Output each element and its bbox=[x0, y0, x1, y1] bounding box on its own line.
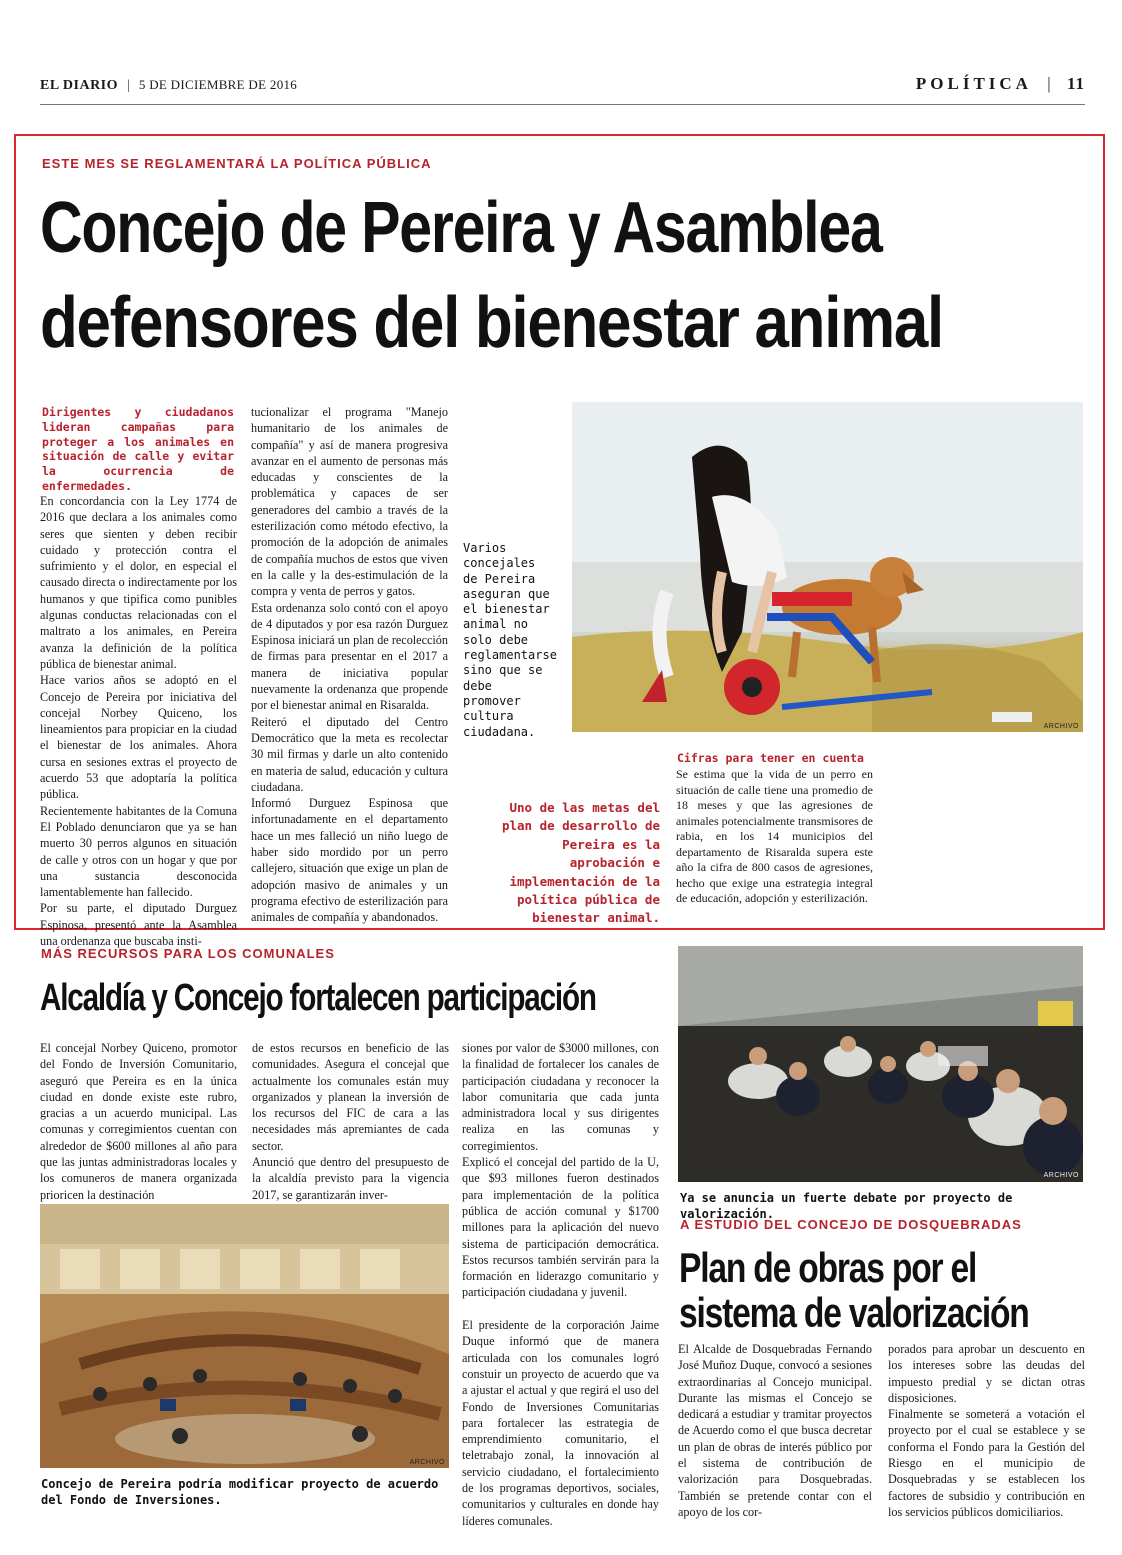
header-divider-right: | bbox=[1047, 74, 1051, 93]
article2-kicker: MÁS RECURSOS PARA LOS COMUNALES bbox=[41, 946, 335, 961]
article1-headline-line2: defensores del bienestar animal bbox=[40, 283, 943, 363]
article1-column-1: En concordancia con la Ley 1774 de 2016 que declara a los animales como seres que sienten y deben recibir cuidado y protección contra el sufrimiento y el dolor, en especial el causado directa o indirectamente por los humanos y que tipifica como punibles algunas conductas relacionadas con el maltrato a los animales, en Pereira avanza la definición de la política pública de bienestar animal. Hace varios años se adoptó en el Concejo de Pereira por iniciativa del concejal Norbey Quiceno, los lineamientos para propiciar en la ciudad el bienestar de los animales. Ahora cursa en sesiones extras el proyecto de acuerdo 53 que adoptaría la política pública. Recientemente habitantes de la Comuna El Poblado denunciaron que ya se han muerto 30 perros algunos en situación de calle y otros con un hogar y que por una sustancia desconocida lamentablemente han fallecido. Por su parte, el diputado Durguez Espinosa, presentó ante la Asamblea una ordenanza que buscaba insti- bbox=[40, 494, 237, 949]
header-rule bbox=[40, 104, 1085, 105]
facts-box-body: Se estima que la vida de un perro en situación de calle tiene una promedio de 18 meses y que las agresiones de animales potencialmente transmisores de rabia, en los 14 municipios del departamento de Risaralda supera este año la cifra de 800 casos de agresiones, hecho que exige una estrategia integral de educación, adopción y esterilización. bbox=[676, 767, 873, 905]
article3-column-2: porados para aprobar un descuento en los intereses sobre las deudas del impuesto predial y se dictan otras disposiciones. Finalmente se someterá a votación el proyecto por el cual se establece y se conforma el Fondo para la Gestión del Riesgo en el municipio de Dosquebradas y se establecen los factores de subsidio y contribución en los servicios públicos domiciliarios. bbox=[888, 1342, 1085, 1519]
article1-photo-credit: ARCHIVO bbox=[1043, 723, 1079, 730]
article2-column-3: siones por valor de $3000 millones, con la finalidad de fortalecer los canales de participación ciudadana y reconocer la labor comunitaria que cada junta administradora local y sus dirigentes realiza en las comunas y corregimientos. Explicó el concejal del partido de la U, que $93 millones fueron destinados para implementación de la política pública de acción comunal y $1700 millones para la aplicación del nuevo sistema de participación democrática. Estos recursos también servirán para la formación en liderazgo comunitario y participación ciudadana y juvenil. El presidente de la corporación Jaime Duque informó que de manera articulada con los comunales logró constuir un proyecto de acuerdo que va a ajustar el actual y que regirá el uso del Fondo de Inversiones Comunitarias para fortalecer las estrategia de emprendimiento comunitario, el teletrabajo zonal, la innovación al servicio ciudadano, el fortalecimiento de los programas deportivos, sociales, comunitarios y culturales en donde hay líderes comunales. bbox=[462, 1041, 659, 1528]
audience-illustration bbox=[678, 946, 1083, 1182]
article1-photo-dog-wheelchair bbox=[572, 402, 1083, 732]
article3-photo-credit: ARCHIVO bbox=[1043, 1172, 1079, 1179]
article2-column-2: de estos recursos en beneficio de las comunidades. Asegura el concejal que actualmente los comunales están muy organizados y planean la inversión de los recursos del FIC de cara a las necesidades más apremiantes de cada sector. Anunció que dentro del presupuesto de la alcaldía previsto para la vigencia 2017, se garantizarán inver- bbox=[252, 1041, 449, 1202]
article1-lead: Dirigentes y ciudadanos lideran campañas para proteger a los animales en situación de calle y evitar la ocurrencia de enfermedades. bbox=[42, 405, 234, 493]
article2-headline: Alcaldía y Concejo fortalecen participación bbox=[40, 977, 596, 1019]
section-label bbox=[916, 74, 1085, 94]
article1-kicker: ESTE MES SE REGLAMENTARÁ LA POLÍTICA PÚBLICA bbox=[42, 156, 432, 171]
article2-column-1: El concejal Norbey Quiceno, promotor del Fondo de Inversión Comunitario, aseguró que Pereira es en la única ciudad en donde existe este rubro, gracias a un acuerdo municipal. Las comunas y corregimientos cuentan con alrededor de $600 millones al año para que las juntas administradoras locales y los comuneros de manera organizada prioricen la destinación bbox=[40, 1041, 237, 1202]
dog-photo-illustration bbox=[572, 402, 1083, 732]
article2-photo-caption: Concejo de Pereira podría modificar proyecto de acuerdo del Fondo de Inversiones. bbox=[41, 1477, 439, 1507]
article3-kicker: A ESTUDIO DEL CONCEJO DE DOSQUEBRADAS bbox=[680, 1217, 1022, 1232]
page-header bbox=[40, 76, 1085, 100]
article3-headline-line2: sistema de valorización bbox=[679, 1289, 1029, 1336]
section-name: POLÍTICA bbox=[915, 74, 1032, 93]
council-chamber-illustration bbox=[40, 1204, 449, 1468]
article2-photo-council-chamber bbox=[40, 1204, 449, 1468]
article3-photo-audience bbox=[678, 946, 1083, 1182]
article1-pullquote: Uno de las metas del plan de desarrollo de Pereira es la aprobación e implementación de la política pública de bienestar animal. bbox=[501, 800, 660, 926]
page-number: 11 bbox=[1066, 74, 1085, 93]
header-divider: | bbox=[127, 78, 130, 93]
article2-photo-credit: ARCHIVO bbox=[409, 1459, 445, 1466]
article1-column-2: tucionalizar el programa "Manejo humanitario de los animales de compañía" y así de manera progresiva avanzar en el aumento de personas más educadas y conscientes de la problemática y capaces de ser generadores del cambio a través de la esterilización como método efectivo, la promoción de la adopción de animales de compañía muchos de estos que viven en la calle y la des-estimulación de la compra y venta de perros y gatos. Esta ordenanza solo contó con el apoyo de 4 diputados y por esa razón Durguez Espinosa iniciará un plan de recolección de firmas para presentar en el 2017 a manera de iniciativa popular nuevamente la ordenanza que propende por el bienestar animal en Risaralda. Reiteró el diputado del Centro Democrático que la meta es recolectar 30 mil firmas y darle un alto contenido en materia de salud, educación y cultura ciudadana. Informó Durguez Espinosa que infortunadamente en el departamento hace un mes falleció un niño luego de haber sido mordido por un perro callejero, situación que exige un plan de adopción masivo de animales y un programa efectivo de esterilización para animales de compañía y abandonados. bbox=[251, 405, 448, 925]
article1-headline-line1: Concejo de Pereira y Asamblea bbox=[40, 188, 882, 268]
article1-photo-caption: Varios concejales de Pereira aseguran que el bienestar animal no solo debe reglamentarse sino que se debe promover cultura ciudadana. bbox=[463, 541, 557, 739]
facts-box-title: Cifras para tener en cuenta bbox=[677, 751, 864, 765]
issue-date: 5 DE DICIEMBRE DE 2016 bbox=[138, 77, 298, 92]
paper-name: EL DIARIO bbox=[40, 78, 119, 93]
article3-column-1: El Alcalde de Dosquebradas Fernando José Muñoz Duque, convocó a sesiones extraordinarias al Concejo municipal. Durante las mismas el Concejo se dedicará a estudiar y tramitar proyectos de Acuerdo como el que busca decretar un plan de obras de interés público por el sistema de contribución de valorización para Dosquebradas. También se pretende contar con el apoyo de los cor- bbox=[678, 1342, 872, 1519]
article3-photo-caption: Ya se anuncia un fuerte debate por proyecto de valorización. bbox=[680, 1191, 1013, 1221]
article3-headline-line1: Plan de obras por el bbox=[679, 1244, 977, 1291]
